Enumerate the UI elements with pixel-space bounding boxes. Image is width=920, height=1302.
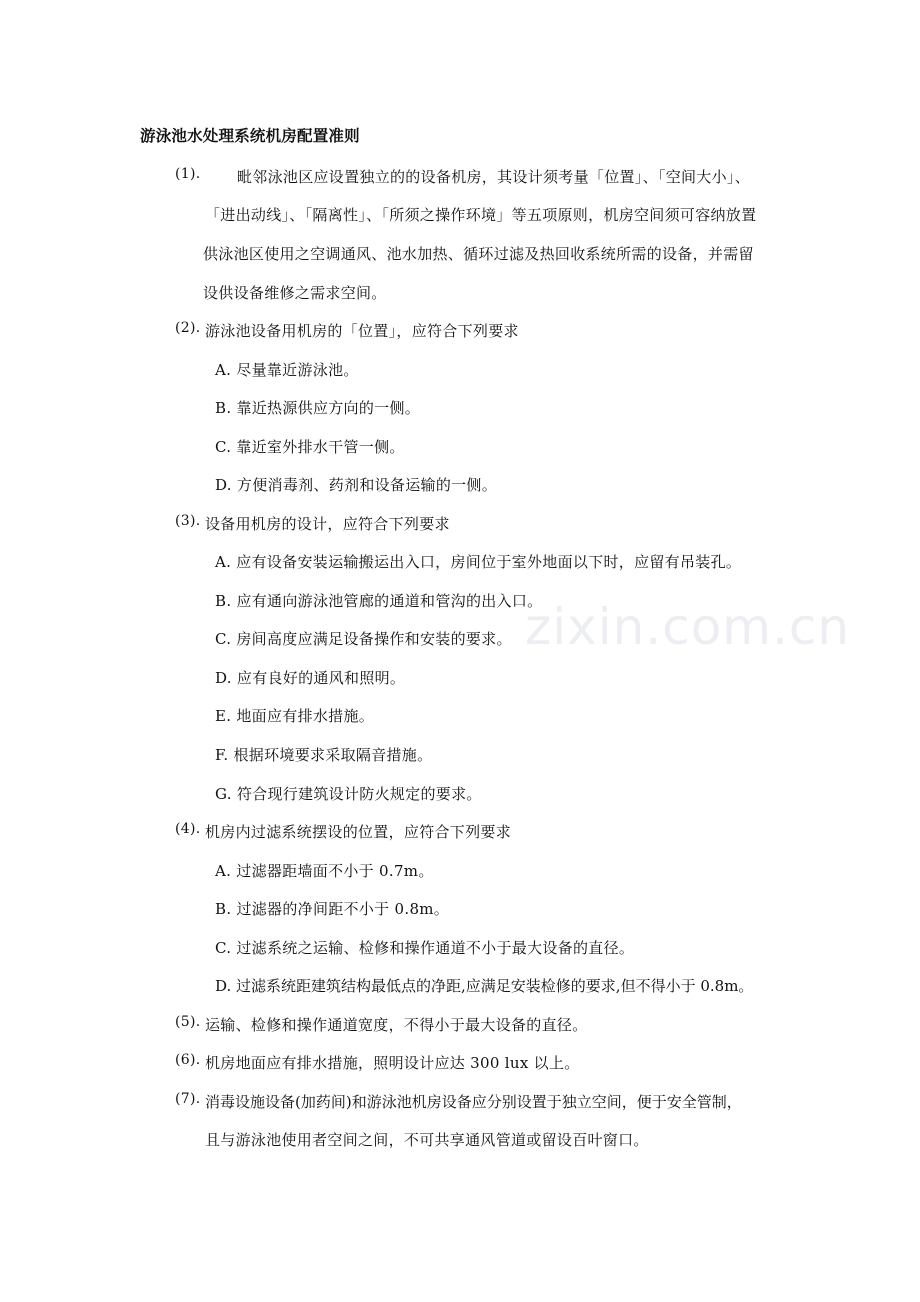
item-2-number: (2). [175,320,201,336]
item-2-sub-c: C. 靠近室外排水干管一侧。 [215,438,405,456]
item-7-line-2: 且与游泳池使用者空间之间，不可共享通风管道或留设百叶窗口。 [205,1131,649,1149]
item-1-line-3: 供泳池区使用之空调通风、池水加热、循环过滤及热回收系统所需的设备，并需留 [203,245,754,263]
item-5-line-1: 运输、检修和操作通道宽度，不得小于最大设备的直径。 [205,1016,588,1034]
item-1-line-2: 「进出动线」、「隔离性」、「所须之操作环境」等五项原则，机房空间须可容纳放置 [205,206,757,224]
item-4-sub-c: C. 过滤系统之运输、检修和操作通道不小于最大设备的直径。 [215,939,635,957]
item-2-sub-d: D. 方便消毒剂、药剂和设备运输的一侧。 [215,476,498,494]
item-1-number: (1). [175,166,201,182]
item-4-sub-b: B. 过滤器的净间距不小于 0.8m。 [215,900,450,918]
item-4-sub-d: D. 过滤系统距建筑结构最低点的净距,应满足安装检修的要求,但不得小于 0.8m。 [215,977,754,995]
item-6-number: (6). [175,1052,201,1068]
watermark: zixin.com.cn [525,598,851,656]
item-5-number: (5). [175,1014,201,1030]
item-7-number: (7). [175,1091,201,1107]
item-3-sub-a: A. 应有设备安装运输搬运出入口，房间位于室外地面以下时，应留有吊装孔。 [215,553,742,571]
item-1-line-1: 毗邻泳池区应设置独立的的设备机房，其设计须考量「位置」、「空间大小」、 [237,168,751,186]
item-3-sub-g: G. 符合现行建筑设计防火规定的要求。 [215,785,482,803]
item-3-sub-f: F. 根据环境要求采取隔音措施。 [215,746,433,764]
document-title: 游泳池水处理系统机房配置准则 [140,127,360,145]
item-3-number: (3). [175,513,201,529]
item-3-sub-d: D. 应有良好的通风和照明。 [215,669,406,687]
item-6-line-1: 机房地面应有排水措施，照明设计应达 300 lux 以上。 [205,1054,580,1072]
item-7-line-1: 消毒设施设备(加药间)和游泳池机房设备应分别设置于独立空间，便于安全管制， [205,1093,742,1111]
item-4-line-1: 机房内过滤系统摆设的位置，应符合下列要求 [205,823,512,841]
item-4-number: (4). [175,821,201,837]
item-2-line-1: 游泳池设备用机房的「位置」，应符合下列要求 [205,322,519,340]
item-2-sub-a: A. 尽量靠近游泳池。 [215,361,359,379]
item-1-line-4: 设供设备维修之需求空间。 [203,284,387,302]
item-3-sub-b: B. 应有通向游泳池管廊的通道和管沟的出入口。 [215,592,543,610]
item-3-line-1: 设备用机房的设计，应符合下列要求 [205,515,450,533]
item-4-sub-a: A. 过滤器距墙面不小于 0.7m。 [215,862,434,880]
item-2-sub-b: B. 靠近热源供应方向的一侧。 [215,399,421,417]
item-3-sub-e: E. 地面应有排水措施。 [215,707,375,725]
item-3-sub-c: C. 房间高度应满足设备操作和安装的要求。 [215,630,512,648]
